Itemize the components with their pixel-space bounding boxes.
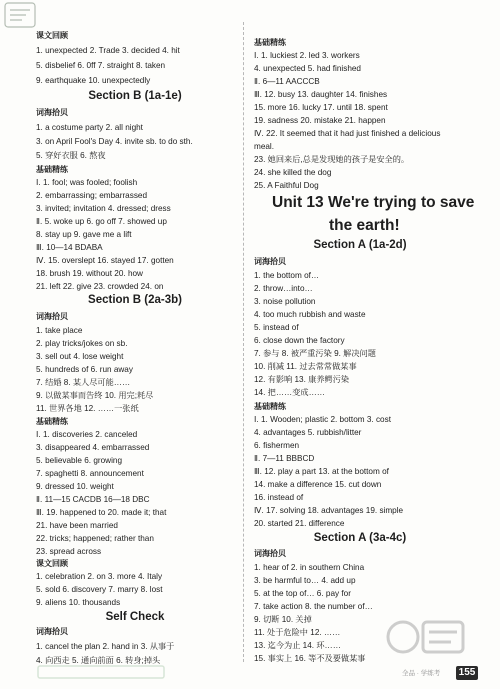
answer-line: 13. 迄今为止 14. 环…… (254, 641, 341, 650)
corner-stamp-icon (4, 2, 36, 28)
answer-line: 15. more 16. lucky 17. until 18. spent (254, 103, 388, 112)
answer-line: 18. brush 19. without 20. how (36, 269, 143, 278)
answer-line: 6. fishermen (254, 441, 300, 450)
answer-line: 14. 把……变成…… (254, 388, 325, 397)
answer-line: 3. be harmful to… 4. add up (254, 576, 356, 585)
answer-line: 5. disbelief 6. 0ff 7. straight 8. taken (36, 61, 166, 70)
answer-line: Ⅲ. 12. busy 13. daughter 14. finishes (254, 90, 388, 99)
column-divider (243, 22, 244, 662)
answer-line: 3. sell out 4. lose weight (36, 352, 124, 361)
answer-line: 1. the bottom of… (254, 271, 320, 280)
section-heading: Self Check (105, 611, 165, 623)
answer-line: 7. 结婚 8. 某人尽可能…… (36, 378, 131, 387)
bottom-watermark-icon (36, 664, 166, 680)
answer-line: 21. left 22. give 23. crowded 24. on (36, 282, 164, 291)
answer-line: Ⅰ. 1. luckiest 2. led 3. workers (254, 51, 360, 60)
answer-line: 5. believable 6. growing (36, 456, 123, 465)
answer-line: Ⅳ. 17. solving 18. advantages 19. simple (254, 506, 404, 515)
answer-line: Ⅱ. 5. woke up 6. go off 7. showed up (36, 217, 167, 226)
answer-line: 10. 削减 11. 过去常常做某事 (254, 362, 357, 371)
answer-line: 23. 她回来后,总是发现她的孩子是安全的。 (254, 155, 410, 164)
section-label: 词海拾贝 (36, 627, 68, 636)
answer-line: 19. sadness 20. mistake 21. happen (254, 116, 386, 125)
answer-line: meal. (254, 142, 275, 151)
answer-line: 1. celebration 2. on 3. more 4. Italy (36, 572, 163, 581)
section-heading: Section B (2a-3b) (88, 294, 182, 306)
answer-line: 1. hear of 2. in southern China (254, 563, 365, 572)
answer-line: 5. sold 6. discovery 7. marry 8. lost (36, 585, 163, 594)
section-label: 词海拾贝 (254, 257, 286, 266)
section-label: 课文回顾 (36, 559, 68, 568)
section-label: 词海拾贝 (254, 549, 286, 558)
answer-line: Ⅱ. 6—11 AACCCB (254, 77, 320, 86)
answer-line: 7. take action 8. the number of… (254, 602, 373, 611)
answer-line: Ⅳ. 22. It seemed that it had just finished a delicious (254, 129, 441, 138)
answer-line: 5. hundreds of 6. run away (36, 365, 133, 374)
answer-line: 7. spaghetti 8. announcement (36, 469, 144, 478)
answer-line: 9. aliens 10. thousands (36, 598, 121, 607)
section-heading: Section A (1a-2d) (313, 239, 407, 251)
answer-line: Ⅱ. 11—15 CACDB 16—18 DBC (36, 495, 150, 504)
answer-line: 4. too much rubbish and waste (254, 310, 366, 319)
answer-line: 6. close down the factory (254, 336, 345, 345)
section-label: 词海拾贝 (36, 312, 68, 321)
answer-line: 20. started 21. difference (254, 519, 345, 528)
answer-line: 21. have been married (36, 521, 118, 530)
answer-line: 9. dressed 10. weight (36, 482, 114, 491)
section-label: 课文回顾 (36, 31, 68, 40)
answer-line: 22. tricks; happened; rather than (36, 534, 154, 543)
answer-line: 12. 有影响 13. 康养鳄污染 (254, 375, 350, 384)
answer-line: Ⅳ. 15. overslept 16. stayed 17. gotten (36, 256, 174, 265)
answer-line: 1. cancel the plan 2. hand in 3. 从事于 (36, 642, 175, 651)
unit-title: Unit 13 We're trying to save (272, 194, 475, 211)
answer-line: 5. at the top of… 6. pay for (254, 589, 351, 598)
answer-line: 8. stay up 9. gave me a lift (36, 230, 132, 239)
answer-line: 11. 处于危险中 12. …… (254, 628, 341, 637)
answer-line: 4. unexpected 5. had finished (254, 64, 361, 73)
answer-line: 24. she killed the dog (254, 168, 332, 177)
answer-line: 25. A Faithful Dog (254, 181, 319, 190)
answer-line: 5. instead of (254, 323, 299, 332)
answer-line: Ⅰ. 1. discoveries 2. canceled (36, 430, 138, 439)
answer-line: 15. 事实上 16. 等不及要做某事 (254, 654, 366, 663)
page-number: 155 (456, 666, 478, 680)
answer-line: 4. 向西走 5. 通向前面 6. 转身;掉头 (36, 656, 161, 665)
answer-line: 3. on April Fool's Day 4. invite sb. to do sth. (36, 137, 193, 146)
answer-line: 9. 以做某事而告终 10. 用完;耗尽 (36, 391, 154, 400)
answer-line: 7. 参与 8. 被严重污染 9. 解决问题 (254, 349, 376, 358)
answer-line: 3. invited; invitation 4. dressed; dress (36, 204, 171, 213)
answer-line: 2. play tricks/jokes on sb. (36, 339, 128, 348)
answer-line: Ⅲ. 10—14 BDABA (36, 243, 103, 252)
answer-line: 2. throw…into… (254, 284, 313, 293)
answer-line: 11. 世界各地 12. ……一张纸 (36, 404, 139, 413)
section-label: 基础精练 (254, 402, 286, 411)
unit-title: the earth! (329, 217, 400, 234)
answer-line: 1. a costume party 2. all night (36, 123, 143, 132)
footer-text: 全品 · 学练考 (402, 670, 441, 677)
answer-line: 4. advantages 5. rubbish/litter (254, 428, 362, 437)
answer-line: Ⅱ. 7—11 BBBCD (254, 454, 315, 463)
answer-line: Ⅲ. 19. happened to 20. made it; that (36, 508, 167, 517)
answer-line: 2. embarrassing; embarrassed (36, 191, 148, 200)
section-heading: Section A (3a-4c) (313, 532, 407, 544)
answer-line: 23. spread across (36, 547, 102, 556)
section-label: 基础精练 (36, 165, 68, 174)
section-label: 基础精练 (254, 38, 286, 47)
answer-line: 14. make a difference 15. cut down (254, 480, 382, 489)
answer-line: Ⅲ. 12. play a part 13. at the bottom of (254, 467, 389, 476)
answer-line: Ⅰ. 1. fool; was fooled; foolish (36, 178, 138, 187)
answer-line: 3. noise pollution (254, 297, 316, 306)
answer-line: Ⅰ. 1. Wooden; plastic 2. bottom 3. cost (254, 415, 391, 424)
answer-line: 1. unexpected 2. Trade 3. decided 4. hit (36, 46, 180, 55)
watermark-logo-icon (385, 612, 467, 662)
answer-line: 9. earthquake 10. unexpectedly (36, 76, 151, 85)
section-heading: Section B (1a-1e) (88, 90, 182, 102)
section-label: 词海拾贝 (36, 108, 68, 117)
answer-line: 16. instead of (254, 493, 304, 502)
answer-line: 3. disappeared 4. embarrassed (36, 443, 150, 452)
section-label: 基础精练 (36, 417, 68, 426)
answer-line: 1. take place (36, 326, 83, 335)
answer-line: 9. 切断 10. 关掉 (254, 615, 312, 624)
answer-line: 5. 穿好衣服 6. 熬夜 (36, 151, 106, 160)
